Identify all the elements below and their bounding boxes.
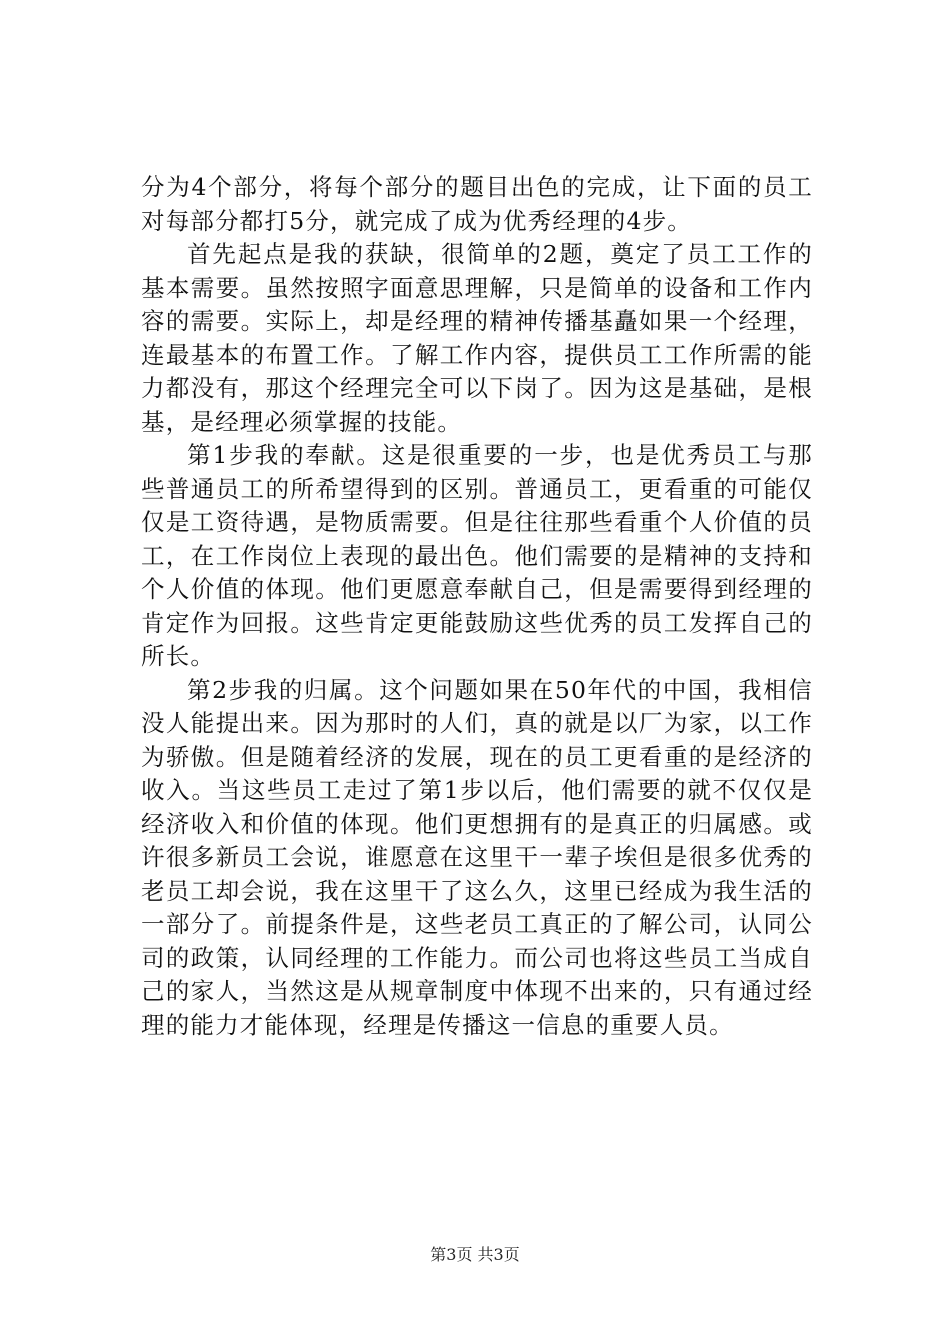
page-number-footer: 第3页 共3页 <box>430 1245 520 1264</box>
paragraph-3: 第1步我的奉献。这是很重要的一步，也是优秀员工与那些普通员工的所希望得到的区别。普通员工，更看重的可能仅仅是工资待遇，是物质需要。但是往往那些看重个人价值的员工，在工作岗位上表现的最出色。他们需要的是精神的支持和个人价值的体现。他们更愿意奉献自己，但是需要得到经理的肯定作为回报。这些肯定更能鼓励这些优秀的员工发挥自己的所长。 <box>141 441 813 670</box>
document-body <box>141 171 813 1042</box>
paragraph-1: 分为4个部分，将每个部分的题目出色的完成，让下面的员工对每部分都打5分，就完成了成为优秀经理的4步。 <box>141 173 813 235</box>
paragraph-2: 首先起点是我的获缺，很简单的2题，奠定了员工工作的基本需要。虽然按照字面意思理解，只是简单的设备和工作内容的需要。实际上，却是经理的精神传播基矗如果一个经理，连最基本的布置工作。了解工作内容，提供员工工作所需的能力都没有，那这个经理完全可以下岗了。因为这是基础，是根基，是经理必须掌握的技能。 <box>141 240 813 436</box>
paragraph-4: 第2步我的归属。这个问题如果在50年代的中国，我相信没人能提出来。因为那时的人们，真的就是以厂为家，以工作为骄傲。但是随着经济的发展，现在的员工更看重的是经济的收入。当这些员工走过了第1步以后，他们需要的就不仅仅是经济收入和价值的体现。他们更想拥有的是真正的归属感。或许很多新员工会说，谁愿意在这里干一辈子埃但是很多优秀的老员工却会说，我在这里干了这么久，这里已经成为我生活的一部分了。前提条件是，这些老员工真正的了解公司，认同公司的政策，认同经理的工作能力。而公司也将这些员工当成自己的家人，当然这是从规章制度中体现不出来的，只有通过经理的能力才能体现，经理是传播这一信息的重要人员。 <box>141 675 813 1039</box>
